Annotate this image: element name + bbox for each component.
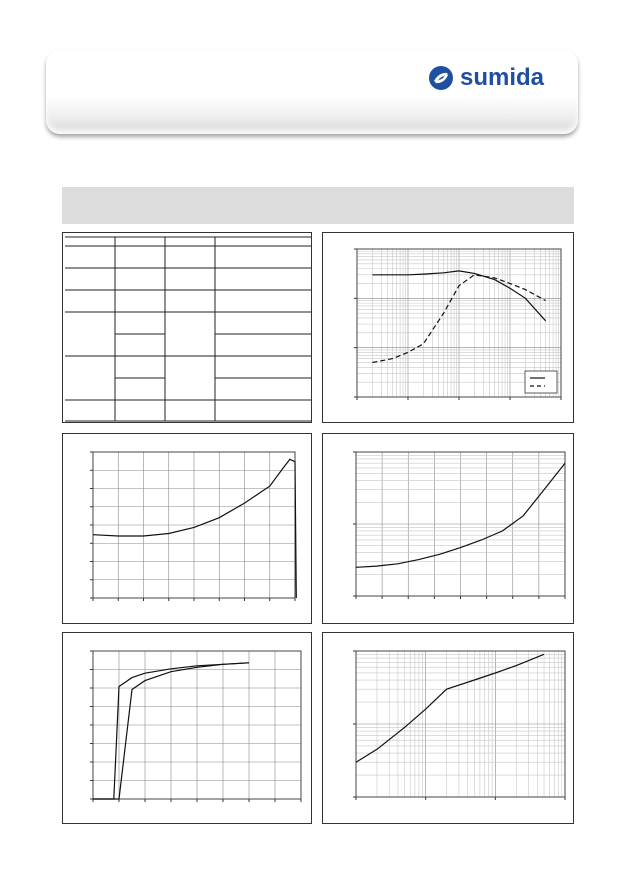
sumida-logo-icon [427,64,457,92]
chart-5 [323,633,573,823]
brand-name: sumida [460,64,545,91]
title-bar [62,187,574,224]
header-banner [46,50,578,134]
legend-box [525,371,557,393]
chart-2 [63,434,311,623]
chart-panel-2 [62,433,312,624]
brand-logo[interactable] [427,64,549,92]
chart-1 [323,233,573,422]
chart-4 [63,633,311,823]
chart-3 [323,434,573,623]
chart-panel-1 [322,232,574,423]
chart-panel-3 [322,433,574,624]
spec-table-panel [62,232,312,423]
chart-panel-5 [322,632,574,824]
series-line-1 [93,459,296,598]
spec-table [63,233,311,422]
chart-panel-4 [62,632,312,824]
